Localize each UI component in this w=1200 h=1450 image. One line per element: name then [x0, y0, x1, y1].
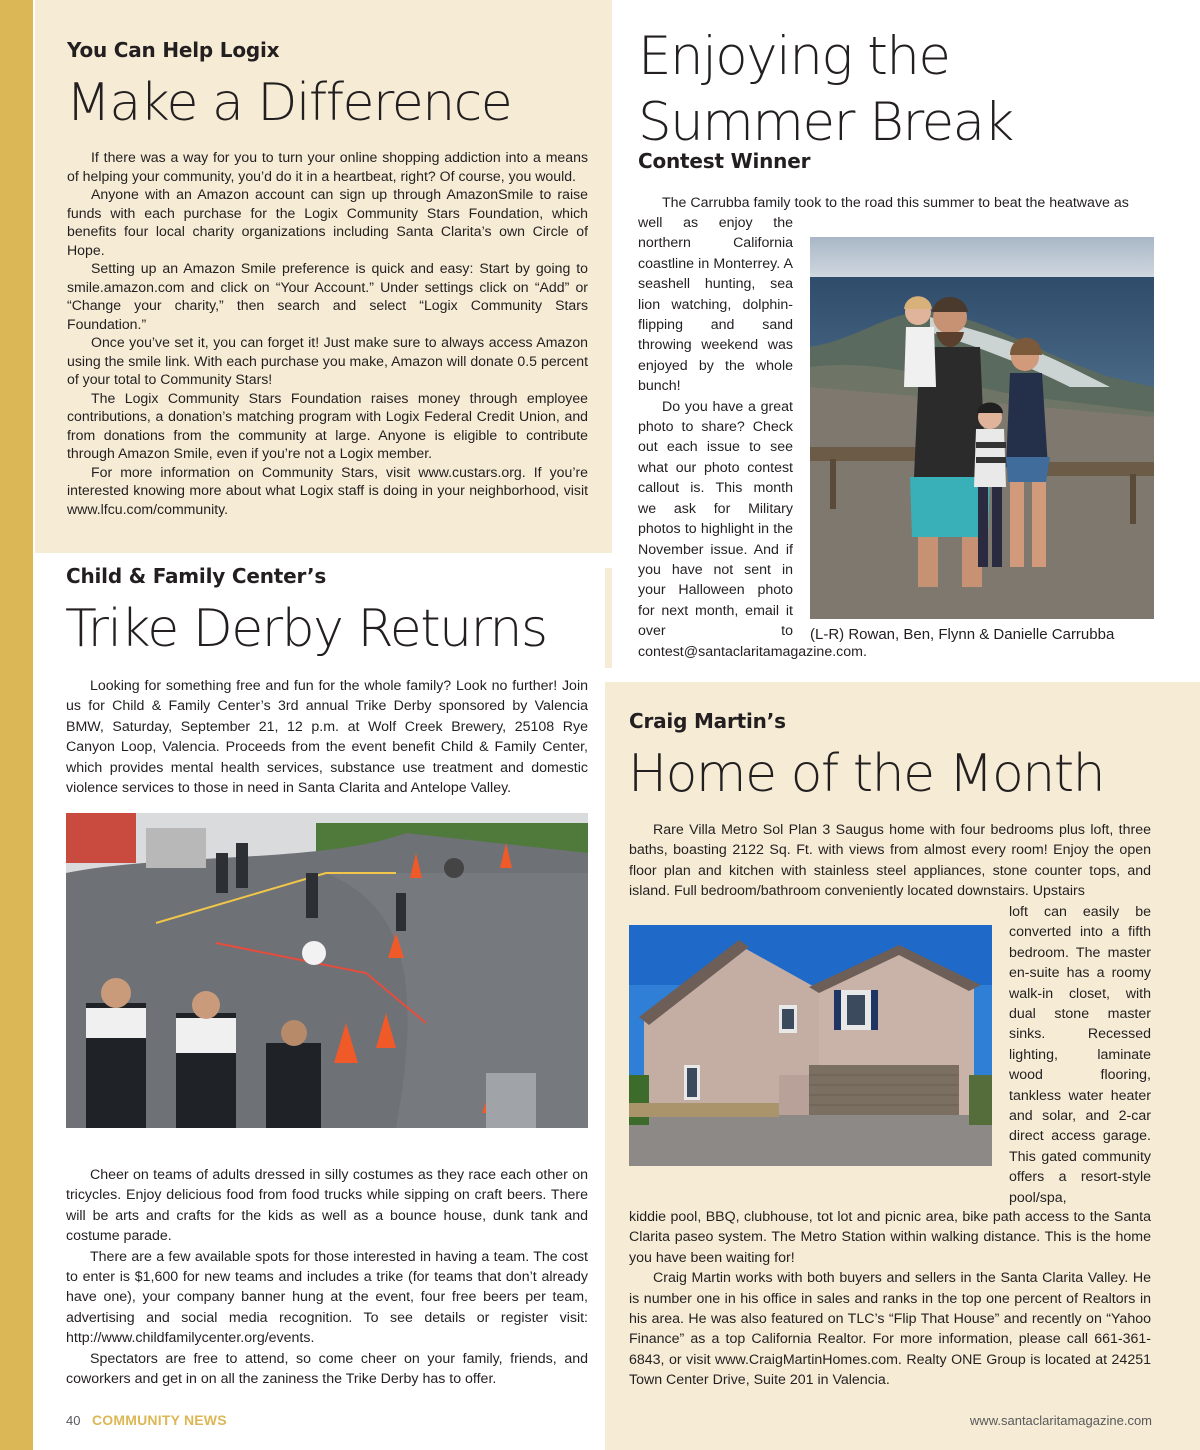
home-kicker: Craig Martin’s	[629, 709, 786, 733]
trike-derby-illustration	[66, 813, 588, 1128]
family-beach-illustration	[810, 237, 1154, 619]
amazon-body	[67, 148, 588, 518]
amazon-paragraph: Setting up an Amazon Smile preference is quick and easy: Start by going to smile.amazon.com and click on “Your Account.” Under settings click on “Add” or “Change your charity,” then search and select “Logix Community Stars Foundation.”	[67, 260, 588, 332]
trike-intro	[66, 676, 588, 798]
trike-derby-photo	[66, 813, 588, 1128]
family-beach-photo	[810, 237, 1154, 619]
summer-body	[638, 213, 867, 662]
amazon-paragraph: If there was a way for you to turn your online shopping addiction into a means of helping your community, you’d do it in a heartbeat, right? Of course, you would.	[67, 149, 588, 184]
home-body	[629, 1207, 1151, 1391]
trike-body	[66, 1165, 588, 1389]
summer-headline-line1: Enjoying the	[638, 26, 950, 87]
house-photo	[629, 925, 992, 1166]
amazon-paragraph: Anyone with an Amazon account can sign up through AmazonSmile to raise funds with each purchase for the Logix Community Stars Foundation, which benefits four local charity organizations including Santa Clarita’s own Circle of Hope.	[67, 186, 588, 258]
summer-lead	[638, 193, 1154, 213]
amazon-paragraph: The Logix Community Stars Foundation raises money through employee contributions, a donation’s matching program with Logix Federal Credit Union, and from donations from the community at large. Anyone is eligible to contribute through Amazon Smile, even if you’re not a Logix member.	[67, 389, 588, 461]
trike-headline: Trike Derby Returns	[65, 599, 547, 659]
gold-margin-stripe	[0, 0, 33, 1450]
home-side-text	[1009, 902, 1151, 1208]
panel-edge-accent	[605, 568, 612, 668]
trike-kicker: Child & Family Center’s	[66, 564, 327, 588]
summer-paragraph: well as enjoy the northern California coastline in Monterrey. A seashell hunting, sea lion watching, dolphin-flipping and sand throwing weekend was enjoyed by the whole bunch!	[638, 215, 793, 395]
summer-kicker: Contest Winner	[638, 149, 811, 173]
home-cont-paragraph: kiddie pool, BBQ, clubhouse, tot lot and picnic area, bike path access to the Santa Clarita paseo system. The Metro Station within walking distance. This is the home you have been waiting for!	[629, 1209, 1151, 1266]
home-headline: Home of the Month	[628, 744, 1105, 804]
section-label: COMMUNITY NEWS	[92, 1412, 227, 1428]
trike-paragraph: Spectators are free to attend, so come cheer on your family, friends, and coworkers and get in on all the zaniness the Trike Derby has to offer.	[66, 1350, 588, 1388]
trike-paragraph: There are a few available spots for those interested in having a team. The cost to enter is $1,600 for new teams and includes a trike (for teams that don’t already have one), your company banner hung at the event, four free beers per team, advertising and social media recognition. To see details or register visit: http://www.childfamilycenter.org/events.	[66, 1248, 588, 1347]
summer-lead-text: The Carrubba family took to the road this summer to beat the heatwave as	[662, 195, 1129, 211]
page-number: 40	[66, 1413, 81, 1428]
amazon-kicker: You Can Help Logix	[67, 38, 280, 62]
home-closing-paragraph: Craig Martin works with both buyers and sellers in the Santa Clarita Valley. He is number one in his office in sales and ranks in the top one percent of Realtors in his area. He was also featured on TLC’s “Flip That House” and recently on “Yahoo Finance” as a top California Realtor. For more information, please call 661-361-6843, or visit www.CraigMartinHomes.com. Realty ONE Group is located at 24251 Town Center Drive, Suite 201 in Valencia.	[629, 1270, 1151, 1389]
amazon-paragraph: For more information on Community Stars, visit www.custars.org. If you’re interested knowing more about what Logix staff is doing in your neighborhood, visit www.lfcu.com/community.	[67, 463, 588, 517]
summer-headline-line2: Summer Break	[638, 92, 1013, 153]
amazon-headline: Make a Difference	[66, 73, 512, 133]
trike-paragraph: Cheer on teams of adults dressed in silly costumes as they race each other on tricycles. Enjoy delicious food from food trucks while sipping on craft beers. There will be arts and crafts for the kids as well as a bounce house, dunk tank and costume parade.	[66, 1167, 588, 1245]
house-illustration	[629, 925, 992, 1166]
website-url: www.santaclaritamagazine.com	[969, 1413, 1152, 1428]
home-lead-text: Rare Villa Metro Sol Plan 3 Saugus home with four bedrooms plus loft, three baths, boasting 2122 Sq. Ft. with views from almost every room! Enjoy the open floor plan and kitchen with stainless steel appliances, stone counter tops, and island. Full bedroom/bathroom conveniently located downstairs. Upstairs	[629, 822, 1151, 900]
trike-intro-text: Looking for something free and fun for the whole family? Look no further! Join us for Child & Family Center’s 3rd annual Trike Derby sponsored by Valencia BMW, Saturday, September 21, 12 p.m. at Wolf Creek Brewery, 25108 Rye Canyon Loop, Valencia. Proceeds from the event benefit Child & Family Center, which provides mental health services, substance use treatment and domestic violence services to those in need in Santa Clarita and Antelope Valley.	[66, 678, 588, 797]
summer-headline	[638, 24, 1013, 156]
summer-paragraph: Do you have a great photo to share? Check out each issue to see what our photo contest callout is. This month we ask for Military photos to highlight in the November issue. And if you have not sent in your Halloween photo for next month, email it over to contest@santaclaritamagazine.com.	[638, 398, 867, 660]
family-photo-caption: (L-R) Rowan, Ben, Flynn & Danielle Carrubba	[810, 626, 1115, 643]
home-side-paragraph: loft can easily be converted into a fifth bedroom. The master en-suite has a roomy walk-in closet, with dual stone master sinks. Recessed lighting, laminate wood flooring, tankless water heater and solar, and 2-car direct access garage. This gated community offers a resort-style pool/spa,	[1009, 904, 1151, 1206]
home-lead	[629, 820, 1151, 902]
amazon-paragraph: Once you’ve set it, you can forget it! Just make sure to always access Amazon using the smile link. With each purchase you make, Amazon will donate 0.5 percent of your total to Community Stars!	[67, 334, 588, 387]
